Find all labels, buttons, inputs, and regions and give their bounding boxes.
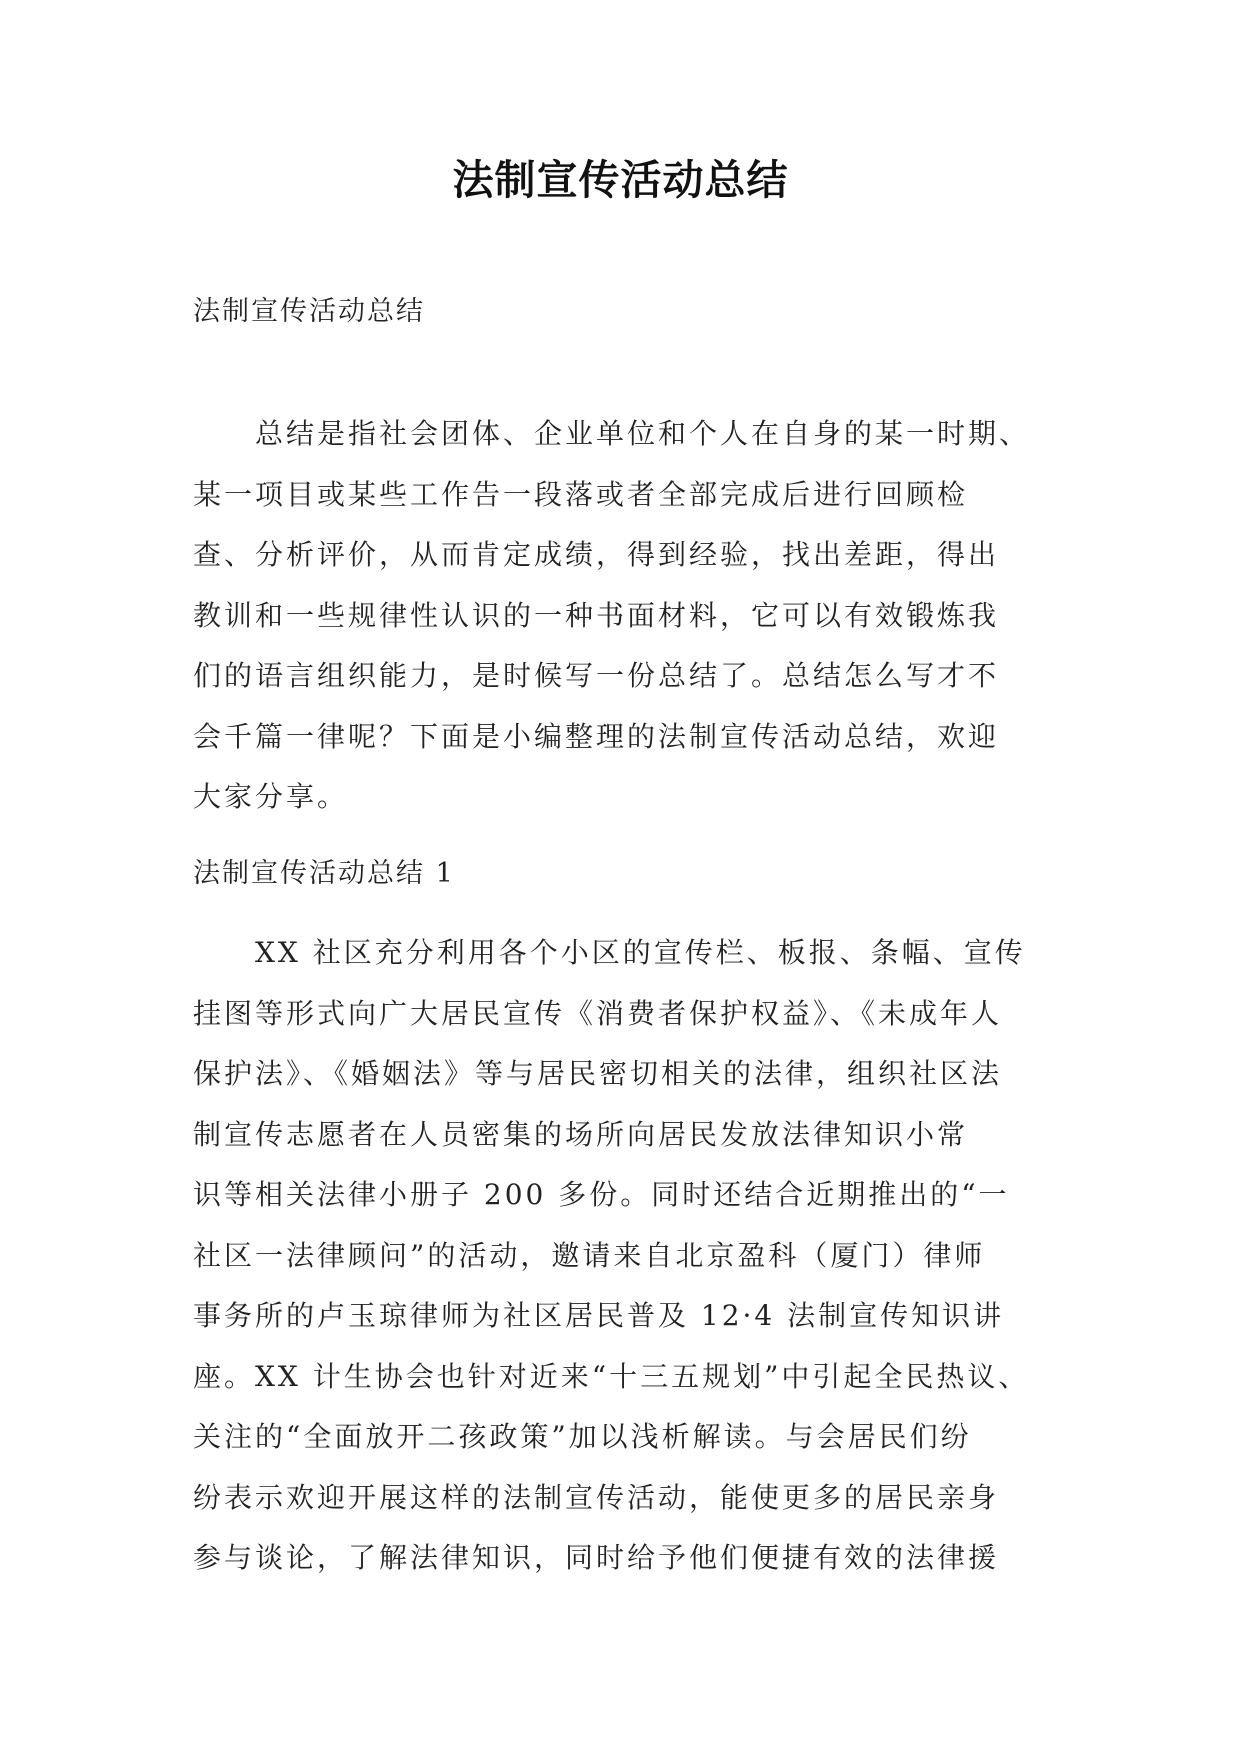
intro-line: 查、分析评价，从而肯定成绩，得到经验，找出差距，得出 <box>193 538 1000 571</box>
section-1-heading: 法制宣传活动总结 1 <box>193 858 455 889</box>
intro-paragraph <box>193 404 1053 828</box>
intro-line: 教训和一些规律性认识的一种书面材料，它可以有效锻炼我 <box>193 598 1000 632</box>
document-title: 法制宣传活动总结 <box>452 156 789 204</box>
section-1-line: 保护法》、《婚姻法》等与居民密切相关的法律，组织社区法 <box>193 1057 1003 1090</box>
section-1-paragraph <box>193 923 1053 1589</box>
intro-line: 某一项目或某些工作告一段落或者全部完成后进行回顾检 <box>193 477 969 511</box>
section-1-line: 纷表示欢迎开展这样的法制宣传活动，能使更多的居民亲身 <box>193 1480 1000 1514</box>
section-1-line: 制宣传志愿者在人员密集的场所向居民发放法律知识小常 <box>193 1117 969 1151</box>
section-1-line: 关注的“全面放开二孩政策”加以浅析解读。与会居民们纷 <box>193 1420 972 1453</box>
section-1-line: 参与谈论，了解法律知识，同时给予他们便捷有效的法律援 <box>193 1541 1000 1574</box>
section-1-line: 识等相关法律小册子 200 多份。同时还结合近期推出的“一 <box>193 1178 1010 1211</box>
intro-line: 们的语言组织能力，是时候写一份总结了。总结怎么写才不 <box>193 659 1000 692</box>
document-subtitle: 法制宣传活动总结 <box>193 296 425 327</box>
section-1-line: 挂图等形式向广大居民宣传《消费者保护权益》、《未成年人 <box>193 996 1003 1030</box>
section-1-line: XX 社区充分利用各个小区的宣传栏、板报、条幅、宣传 <box>193 936 1026 969</box>
section-1-line: 座。XX 计生协会也针对近来“十三五规划”中引起全民热议、 <box>193 1359 1030 1393</box>
intro-line: 会千篇一律呢？下面是小编整理的法制宣传活动总结，欢迎 <box>193 719 1000 753</box>
intro-line: 大家分享。 <box>193 780 349 813</box>
section-1-line: 社区一法律顾问”的活动，邀请来自北京盈科（厦门）律师 <box>193 1238 986 1272</box>
intro-line: 总结是指社会团体、企业单位和个人在自身的某一时期、 <box>193 417 1031 450</box>
section-1-line: 事务所的卢玉琼律师为社区居民普及 12·4 法制宣传知识讲 <box>193 1299 1005 1332</box>
